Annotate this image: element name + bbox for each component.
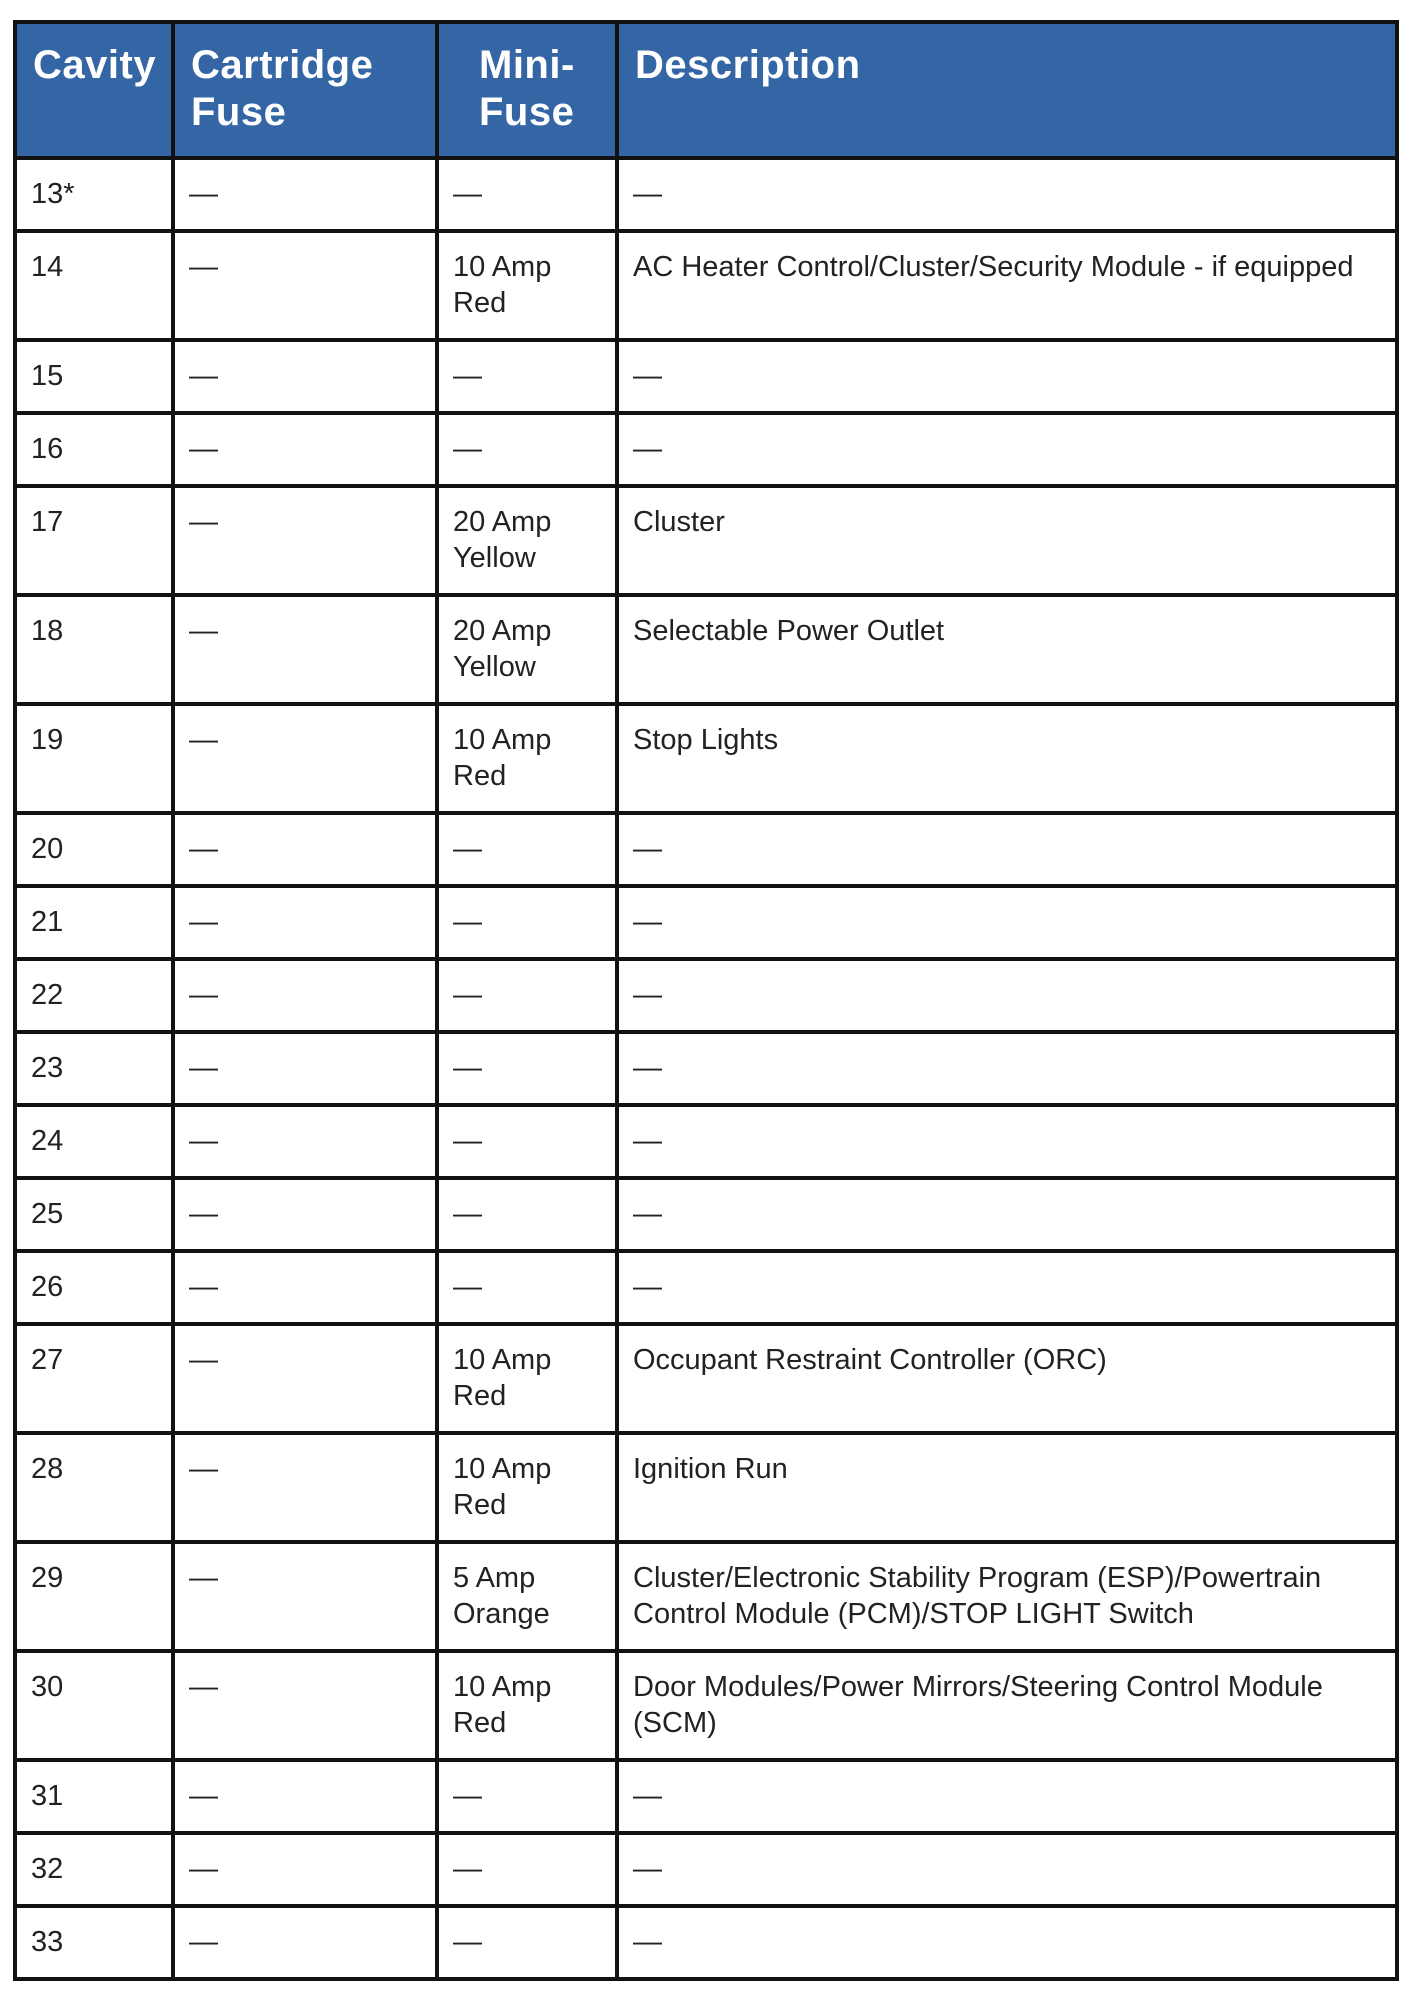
table-body bbox=[15, 158, 1397, 1979]
cavity-cell bbox=[15, 1651, 173, 1760]
mini-fuse-cell bbox=[437, 1906, 617, 1979]
cartridge-fuse-cell-text: — bbox=[189, 833, 218, 865]
table-row bbox=[15, 1433, 1397, 1542]
cartridge-fuse-cell bbox=[173, 959, 437, 1032]
mini-fuse-rating: — bbox=[453, 906, 482, 938]
cartridge-fuse-cell-text: — bbox=[189, 615, 218, 647]
description-cell bbox=[617, 486, 1397, 595]
mini-fuse-cell bbox=[437, 1833, 617, 1906]
cartridge-fuse-cell bbox=[173, 340, 437, 413]
description-cell-text: — bbox=[633, 833, 662, 865]
cavity-cell-text: 31 bbox=[31, 1780, 64, 1812]
cavity-cell-text: 18 bbox=[31, 615, 64, 647]
header-description bbox=[617, 22, 1397, 158]
mini-fuse-cell bbox=[437, 1433, 617, 1542]
description-cell bbox=[617, 340, 1397, 413]
cartridge-fuse-cell bbox=[173, 1433, 437, 1542]
description-cell-text: Cluster/Electronic Stability Program (ESP)/Powertrain Control Module (PCM)/STOP LIGHT Switch bbox=[633, 1562, 1322, 1630]
cavity-cell-text: 27 bbox=[31, 1344, 64, 1376]
mini-fuse-rating: — bbox=[453, 433, 482, 465]
mini-fuse-rating: 10 Amp bbox=[453, 1344, 552, 1376]
cavity-cell bbox=[15, 1760, 173, 1833]
table-header bbox=[15, 22, 1397, 158]
cartridge-fuse-cell-text: — bbox=[189, 1125, 218, 1157]
cartridge-fuse-cell-text: — bbox=[189, 1052, 218, 1084]
mini-fuse-cell bbox=[437, 1178, 617, 1251]
cartridge-fuse-cell bbox=[173, 704, 437, 813]
table-row bbox=[15, 1251, 1397, 1324]
mini-fuse-rating: 10 Amp bbox=[453, 1671, 552, 1703]
cartridge-fuse-cell bbox=[173, 1760, 437, 1833]
mini-fuse-cell bbox=[437, 1032, 617, 1105]
mini-fuse-cell bbox=[437, 1542, 617, 1651]
cavity-cell bbox=[15, 1105, 173, 1178]
mini-fuse-rating: 10 Amp bbox=[453, 724, 552, 756]
mini-fuse-cell bbox=[437, 413, 617, 486]
description-cell bbox=[617, 813, 1397, 886]
description-cell-text: Stop Lights bbox=[633, 724, 779, 756]
mini-fuse-cell bbox=[437, 1251, 617, 1324]
cavity-cell bbox=[15, 595, 173, 704]
mini-fuse-cell bbox=[437, 1324, 617, 1433]
mini-fuse-rating: — bbox=[453, 178, 482, 210]
mini-fuse-cell bbox=[437, 340, 617, 413]
description-cell-text: — bbox=[633, 178, 662, 210]
mini-fuse-rating: 10 Amp bbox=[453, 251, 552, 283]
cartridge-fuse-cell bbox=[173, 1105, 437, 1178]
cartridge-fuse-cell-text: — bbox=[189, 360, 218, 392]
cavity-cell bbox=[15, 231, 173, 340]
cavity-cell bbox=[15, 813, 173, 886]
header-cartridge-line1: Cartridge bbox=[191, 43, 374, 87]
cartridge-fuse-cell-text: — bbox=[189, 1780, 218, 1812]
description-cell-text: — bbox=[633, 1271, 662, 1303]
table-row bbox=[15, 886, 1397, 959]
description-cell bbox=[617, 704, 1397, 813]
description-cell-text: — bbox=[633, 360, 662, 392]
description-cell bbox=[617, 1251, 1397, 1324]
description-cell bbox=[617, 1760, 1397, 1833]
table-row bbox=[15, 813, 1397, 886]
description-cell-text: AC Heater Control/Cluster/Security Module - if equipped bbox=[633, 251, 1354, 283]
mini-fuse-color: Red bbox=[453, 1707, 507, 1739]
table-row bbox=[15, 1105, 1397, 1178]
cavity-cell-text: 14 bbox=[31, 251, 64, 283]
cartridge-fuse-cell-text: — bbox=[189, 178, 218, 210]
cartridge-fuse-cell-text: — bbox=[189, 1344, 218, 1376]
cartridge-fuse-cell bbox=[173, 1906, 437, 1979]
cartridge-fuse-cell bbox=[173, 1833, 437, 1906]
cartridge-fuse-cell-text: — bbox=[189, 1271, 218, 1303]
description-cell-text: — bbox=[633, 1125, 662, 1157]
mini-fuse-rating: — bbox=[453, 833, 482, 865]
mini-fuse-rating: 10 Amp bbox=[453, 1453, 552, 1485]
mini-fuse-cell bbox=[437, 886, 617, 959]
cavity-cell-text: 19 bbox=[31, 724, 64, 756]
table-row bbox=[15, 704, 1397, 813]
cavity-cell bbox=[15, 486, 173, 595]
table-row bbox=[15, 340, 1397, 413]
description-cell bbox=[617, 1178, 1397, 1251]
mini-fuse-rating: — bbox=[453, 1271, 482, 1303]
mini-fuse-cell bbox=[437, 1760, 617, 1833]
table-row bbox=[15, 413, 1397, 486]
cartridge-fuse-cell bbox=[173, 1324, 437, 1433]
mini-fuse-color: Red bbox=[453, 1380, 507, 1412]
cavity-cell bbox=[15, 1324, 173, 1433]
cartridge-fuse-cell-text: — bbox=[189, 1198, 218, 1230]
cartridge-fuse-cell bbox=[173, 158, 437, 231]
description-cell bbox=[617, 1032, 1397, 1105]
cartridge-fuse-cell-text: — bbox=[189, 906, 218, 938]
cavity-cell bbox=[15, 1178, 173, 1251]
cavity-cell bbox=[15, 1833, 173, 1906]
mini-fuse-cell bbox=[437, 1651, 617, 1760]
cartridge-fuse-cell-text: — bbox=[189, 1453, 218, 1485]
mini-fuse-color: Red bbox=[453, 760, 507, 792]
cartridge-fuse-cell bbox=[173, 1251, 437, 1324]
mini-fuse-color: Red bbox=[453, 1489, 507, 1521]
description-cell-text: Ignition Run bbox=[633, 1453, 788, 1485]
mini-fuse-rating: 20 Amp bbox=[453, 506, 552, 538]
description-cell bbox=[617, 1542, 1397, 1651]
cavity-cell-text: 33 bbox=[31, 1926, 64, 1958]
description-cell bbox=[617, 886, 1397, 959]
header-mini-fuse bbox=[437, 22, 617, 158]
cavity-cell-text: 21 bbox=[31, 906, 64, 938]
header-cartridge-line2: Fuse bbox=[191, 90, 287, 134]
header-cartridge-fuse bbox=[173, 22, 437, 158]
cavity-cell-text: 32 bbox=[31, 1853, 64, 1885]
cavity-cell-text: 15 bbox=[31, 360, 64, 392]
cartridge-fuse-cell-text: — bbox=[189, 251, 218, 283]
description-cell bbox=[617, 1651, 1397, 1760]
mini-fuse-rating: — bbox=[453, 1198, 482, 1230]
cavity-cell-text: 26 bbox=[31, 1271, 64, 1303]
table-row bbox=[15, 1760, 1397, 1833]
header-mini-line1: Mini- bbox=[479, 43, 575, 87]
cartridge-fuse-cell bbox=[173, 1178, 437, 1251]
cartridge-fuse-cell-text: — bbox=[189, 433, 218, 465]
fuse-table bbox=[13, 20, 1399, 1981]
mini-fuse-rating: — bbox=[453, 979, 482, 1011]
table-row bbox=[15, 959, 1397, 1032]
cartridge-fuse-cell bbox=[173, 413, 437, 486]
table-row bbox=[15, 486, 1397, 595]
table-row bbox=[15, 1324, 1397, 1433]
cartridge-fuse-cell bbox=[173, 886, 437, 959]
mini-fuse-color: Yellow bbox=[453, 651, 536, 683]
table-row bbox=[15, 1032, 1397, 1105]
cavity-cell-text: 28 bbox=[31, 1453, 64, 1485]
mini-fuse-rating: 20 Amp bbox=[453, 615, 552, 647]
cartridge-fuse-cell-text: — bbox=[189, 506, 218, 538]
description-cell bbox=[617, 959, 1397, 1032]
cartridge-fuse-cell bbox=[173, 595, 437, 704]
mini-fuse-color: Red bbox=[453, 287, 507, 319]
table-row bbox=[15, 1651, 1397, 1760]
cartridge-fuse-cell bbox=[173, 1542, 437, 1651]
cavity-cell bbox=[15, 1542, 173, 1651]
description-cell-text: — bbox=[633, 906, 662, 938]
description-cell-text: — bbox=[633, 1926, 662, 1958]
header-mini-line2: Fuse bbox=[479, 90, 575, 134]
description-cell bbox=[617, 595, 1397, 704]
description-cell bbox=[617, 1105, 1397, 1178]
mini-fuse-cell bbox=[437, 959, 617, 1032]
cartridge-fuse-cell-text: — bbox=[189, 1853, 218, 1885]
mini-fuse-cell bbox=[437, 813, 617, 886]
table-row bbox=[15, 1906, 1397, 1979]
description-cell bbox=[617, 231, 1397, 340]
mini-fuse-rating: — bbox=[453, 1926, 482, 1958]
mini-fuse-rating: 5 Amp bbox=[453, 1562, 536, 1594]
table-row bbox=[15, 231, 1397, 340]
cartridge-fuse-cell bbox=[173, 813, 437, 886]
mini-fuse-cell bbox=[437, 595, 617, 704]
header-cavity-label: Cavity bbox=[33, 43, 157, 87]
description-cell-text: — bbox=[633, 433, 662, 465]
mini-fuse-cell bbox=[437, 704, 617, 813]
header-row bbox=[15, 22, 1397, 158]
cavity-cell bbox=[15, 1906, 173, 1979]
description-cell-text: Selectable Power Outlet bbox=[633, 615, 945, 647]
mini-fuse-rating: — bbox=[453, 360, 482, 392]
cavity-cell bbox=[15, 886, 173, 959]
cavity-cell-text: 24 bbox=[31, 1125, 64, 1157]
description-cell bbox=[617, 1906, 1397, 1979]
description-cell bbox=[617, 158, 1397, 231]
mini-fuse-cell bbox=[437, 158, 617, 231]
mini-fuse-color: Orange bbox=[453, 1598, 550, 1630]
cavity-cell bbox=[15, 1433, 173, 1542]
cavity-cell-text: 23 bbox=[31, 1052, 64, 1084]
description-cell bbox=[617, 1833, 1397, 1906]
cartridge-fuse-cell-text: — bbox=[189, 979, 218, 1011]
mini-fuse-rating: — bbox=[453, 1853, 482, 1885]
mini-fuse-rating: — bbox=[453, 1052, 482, 1084]
mini-fuse-rating: — bbox=[453, 1125, 482, 1157]
description-cell-text: — bbox=[633, 1052, 662, 1084]
table-row bbox=[15, 1178, 1397, 1251]
cavity-cell bbox=[15, 413, 173, 486]
cavity-cell bbox=[15, 704, 173, 813]
cartridge-fuse-cell-text: — bbox=[189, 1562, 218, 1594]
cavity-cell bbox=[15, 158, 173, 231]
description-cell bbox=[617, 1324, 1397, 1433]
cartridge-fuse-cell-text: — bbox=[189, 1926, 218, 1958]
cartridge-fuse-cell bbox=[173, 1651, 437, 1760]
cavity-cell-text: 17 bbox=[31, 506, 64, 538]
cavity-cell bbox=[15, 340, 173, 413]
cartridge-fuse-cell bbox=[173, 1032, 437, 1105]
header-cavity bbox=[15, 22, 173, 158]
table-row bbox=[15, 158, 1397, 231]
description-cell-text: — bbox=[633, 1853, 662, 1885]
cartridge-fuse-cell-text: — bbox=[189, 724, 218, 756]
cavity-cell-text: 25 bbox=[31, 1198, 64, 1230]
cartridge-fuse-cell bbox=[173, 486, 437, 595]
description-cell-text: Cluster bbox=[633, 506, 725, 538]
cavity-cell-text: 13* bbox=[31, 178, 75, 210]
cartridge-fuse-cell-text: — bbox=[189, 1671, 218, 1703]
cavity-cell bbox=[15, 1032, 173, 1105]
header-description-label: Description bbox=[635, 43, 861, 87]
mini-fuse-cell bbox=[437, 486, 617, 595]
cartridge-fuse-cell bbox=[173, 231, 437, 340]
mini-fuse-cell bbox=[437, 231, 617, 340]
cavity-cell-text: 22 bbox=[31, 979, 64, 1011]
cavity-cell-text: 29 bbox=[31, 1562, 64, 1594]
cavity-cell bbox=[15, 959, 173, 1032]
description-cell-text: Door Modules/Power Mirrors/Steering Control Module (SCM) bbox=[633, 1671, 1323, 1739]
cavity-cell-text: 30 bbox=[31, 1671, 64, 1703]
description-cell-text: Occupant Restraint Controller (ORC) bbox=[633, 1344, 1107, 1376]
table-row bbox=[15, 1542, 1397, 1651]
mini-fuse-cell bbox=[437, 1105, 617, 1178]
table-row bbox=[15, 1833, 1397, 1906]
description-cell-text: — bbox=[633, 979, 662, 1011]
table-row bbox=[15, 595, 1397, 704]
cavity-cell bbox=[15, 1251, 173, 1324]
cavity-cell-text: 16 bbox=[31, 433, 64, 465]
description-cell bbox=[617, 413, 1397, 486]
cavity-cell-text: 20 bbox=[31, 833, 64, 865]
description-cell bbox=[617, 1433, 1397, 1542]
mini-fuse-color: Yellow bbox=[453, 542, 536, 574]
description-cell-text: — bbox=[633, 1780, 662, 1812]
mini-fuse-rating: — bbox=[453, 1780, 482, 1812]
description-cell-text: — bbox=[633, 1198, 662, 1230]
